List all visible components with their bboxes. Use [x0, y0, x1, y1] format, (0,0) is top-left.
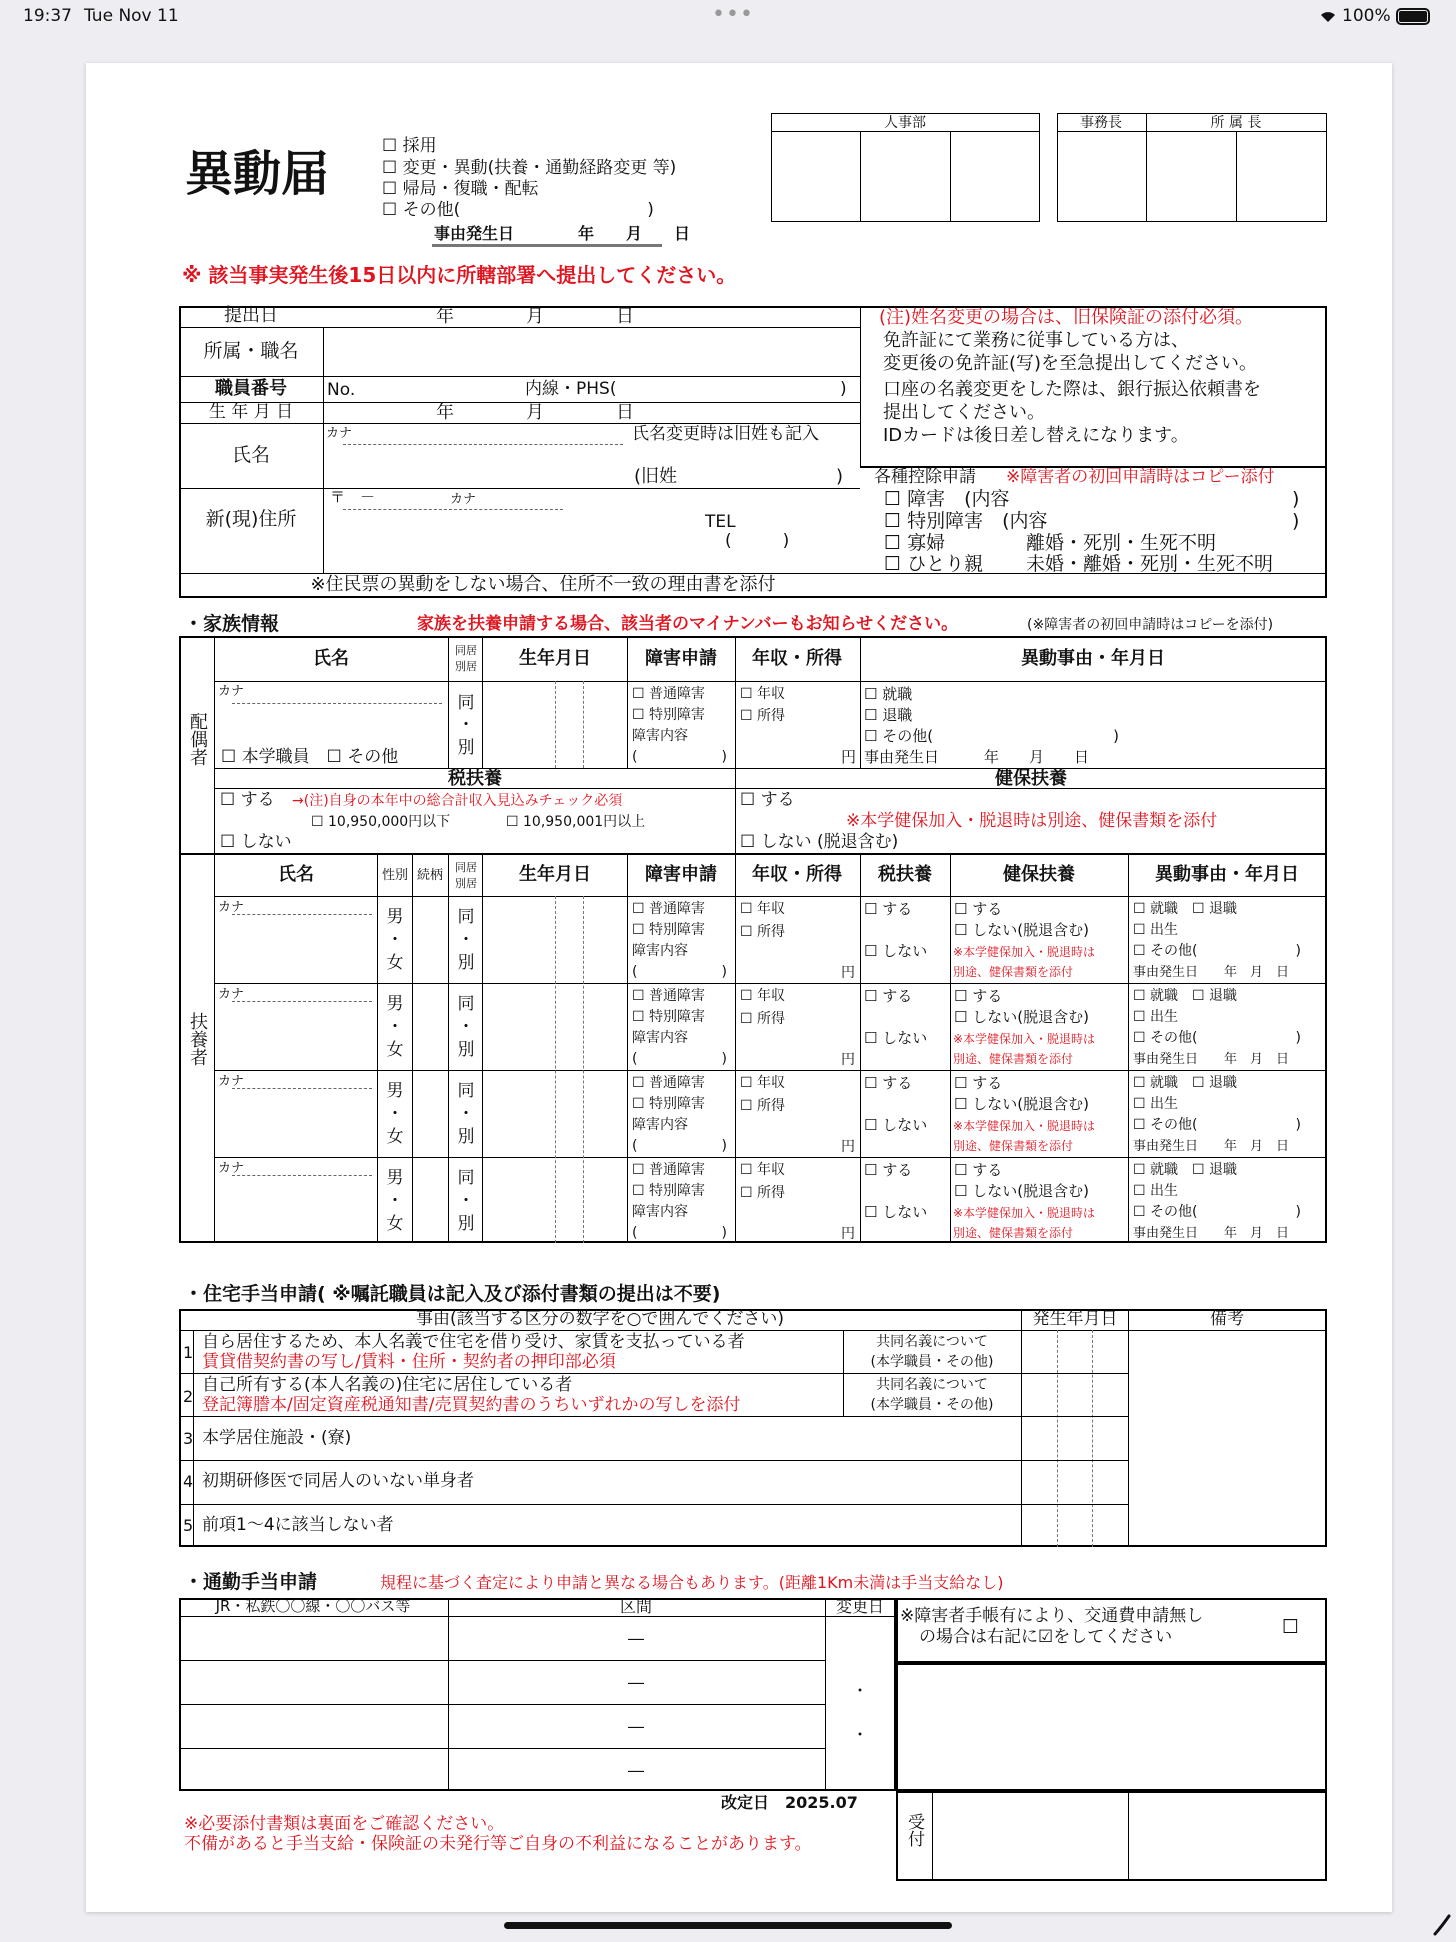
deadline-notice: ※ 該当事実発生後15日以内に所轄部署へ提出してください。: [182, 263, 737, 287]
submit-date-label: 提出日: [224, 305, 278, 326]
dependent-3-health-no[interactable]: ☐ しない(脱退含む): [954, 1095, 1089, 1113]
dependent-4-health-yes[interactable]: ☐ する: [954, 1161, 1003, 1179]
dependent-2-kana: カナ: [218, 987, 245, 1002]
dependent-3-tax-no[interactable]: ☐ しない: [864, 1116, 928, 1134]
dependent-3-kana: カナ: [218, 1074, 245, 1089]
dependent-3-tax-yes[interactable]: ☐ する: [864, 1074, 913, 1092]
name-label: 氏名: [231, 444, 271, 466]
battery-percent: 100%: [1342, 6, 1391, 26]
housing-title: ・住宅手当申請( ※嘱託職員は記入及び添付書類の提出は不要): [184, 1283, 721, 1305]
home-indicator[interactable]: [504, 1922, 952, 1929]
dependent-1-tax-yes[interactable]: ☐ する: [864, 900, 913, 918]
family-notice: 家族を扶養申請する場合、該当者のマイナンバーもお知らせください。: [417, 614, 959, 634]
old-name-label: (旧姓: [634, 466, 678, 487]
stamp-shozokucho: 所 属 長: [1210, 115, 1262, 131]
document-page: 異動届 ☐ 採用 ☐ 変更・異動(扶養・通勤経路変更 等) ☐ 帰局・復職・配転 ☐ その他( ) 事由発生日 年 月 日 人事部 事務長 所 属 長 ※ 該当事実発生後15日以内に所轄部署へ提出してください。 提出日 年 月 日 所属・職名 職員番号 No. 内線・PHS( ) 生 年 月 日 年 月 日 氏名 カナ 氏名変更時は旧姓も記入 (旧姓 ) 新(現)住所 〒 － カナ TEL ( ) ※住民票の異動をしない場合、住所不一致の理由書を添付 (注)姓名変更の場合は、旧保険証の添付必須。 免許証にて業務に従事している方は、 変更後の免許証(写)を至急提出してください。 口座の名義変更をした際は、銀行振込依頼書を 提出してください。 IDカードは後日差し替えになります。 各種控除申請 ※障害者の初回申請時はコピー添付 ☐ 障害 (内容 ) ☐ 特別障害 (内容 ) ☐ 寡婦 離婚・死別・生死不明 ☐ ひとり親 未婚・離婚・死別・生死不明 ・家族情報 家族を扶養申請する場合、該当者のマイナンバーもお知らせください。 (※障害者の初回申請時はコピーを添付) 配偶者 氏名 同居別居 生年月日 障害申請 年収・所得 異動事由・年月日 カナ ☐ 本学職員 ☐ その他 同 ・ 別 ☐ 普通障害 ☐ 特別障害 障害内容 ( ) ☐ 年収 ☐ 所得 円 ☐ 就職 ☐ 退職 ☐ その他( ) 事由発生日 年 月 日 税扶養 健保扶養 ☐ する →(注)自身の本年中の総合計収入見込みチェック必須 ☐ 10,950,000円以下 ☐ 10,950,001円以上 ☐ しない ☐ する ※本学健保加入・脱退時は別途、健保書類を添付 ☐ しない (脱退含む) 扶養者 氏名 性別 続柄 同居別居 生年月日 障害申請 年収・所得 税扶養 健保扶養 異動事由・年月日 カナ 男 ・ 女 同 ・ 別 ☐ 普通障害 ☐ 特別障害 障害内容 ( ) ☐ 年収 ☐ 所得 円 ☐ する ☐ しない ☐ する ☐ しない(脱退含む) ※本学健保加入・脱退時は 別途、健保書類を添付 ☐ 就職 ☐ 退職 ☐ 出生 ☐ その他( ) 事由発生日 年 月 日 カナ 男 ・ 女 同 ・ 別 ☐ 普通障害 ☐ 特別障害 障害内容 ( ) ☐ 年収 ☐ 所得 円 ☐ する ☐ しない ☐ する ☐ しない(脱退含む) ※本学健保加入・脱退時は 別途、健保書類を添付 ☐ 就職 ☐ 退職 ☐ 出生 ☐ その他( ) 事由発生日 年 月 日 カナ 男 ・ 女 同 ・ 別 ☐ 普通障害 ☐ 特別障害 障害内容 ( ) ☐ 年収 ☐ 所得 円 ☐ する ☐ しない ☐ する ☐ しない(脱退含む) ※本学健保加入・脱退時は 別途、健保書類を添付 ☐ 就職 ☐ 退職 ☐ 出生 ☐ その他( ) 事由発生日 年 月 日 カナ 男 ・ 女 同 ・ 別 ☐ 普通障害 ☐ 特別障害 障害内容 ( ) ☐ 年収 ☐ 所得 円 ☐ する ☐ しない ☐ する ☐ しない(脱退含む) ※本学健保加入・脱退時は 別途、健保書類を添付 ☐ 就職 ☐ 退職 ☐ 出生 ☐ その他( ) 事由発生日 年 月 日 ・住宅手当申請( ※嘱託職員は記入及び添付書類の提出は不要) 事由(該当する区分の数字を○で囲んでください) 発生年月日 備考 1 自ら居住するため、本人名義で住宅を借り受け、家賃を支払っている者 賃貸借契約書の写し/賃料・住所・契約者の押印部必須 共同名義について (本学職員・その他) 2 自己所有する(本人名義の)住宅に居住している者 登記簿謄本/固定資産税通知書/売買契約書のうちいずれかの写しを添付 共同名義について (本学職員・その他) 3 本学居住施設・(寮) 4 初期研修医で同居人のいない単身者 5 前項1～4に該当しない者 ・通勤手当申請 規程に基づく査定により申請と異なる場合もあります。(距離1Km未満は手当支給なし) JR・私鉄〇〇線・〇〇バス等 区間 変更日 ― ― ― ― ・ ・ ※障害者手帳有により、交通費申請無し の場合は右記に☑をしてください ☐ 改定日 2025.07 ※必要添付書類は裏面をご確認ください。 不備があると手当支給・保険証の未発行等ご自身の不利益になることがあります。 受付: [86, 63, 1392, 1912]
spouse-tax-yes[interactable]: ☐ する: [220, 790, 275, 810]
spouse-tax-no[interactable]: ☐ しない: [220, 832, 292, 852]
dependent-4-kana: カナ: [218, 1161, 245, 1176]
form-title: 異動届: [185, 146, 330, 202]
status-time: 19:37: [23, 6, 72, 26]
name-change-note: 氏名変更時は旧姓も記入: [632, 424, 819, 444]
dependent-3-health-yes[interactable]: ☐ する: [954, 1074, 1003, 1092]
scribble-icon[interactable]: [1432, 1912, 1452, 1936]
commute-memo-box: [896, 1663, 1327, 1791]
revised-date: 改定日 2025.07: [721, 1793, 858, 1812]
spouse-staff-options[interactable]: ☐ 本学職員 ☐ その他: [221, 747, 399, 767]
received-label: 受付: [904, 1813, 924, 1847]
address-note: ※住民票の異動をしない場合、住所不一致の理由書を添付: [310, 574, 776, 595]
dependent-2-health-no[interactable]: ☐ しない(脱退含む): [954, 1008, 1089, 1026]
extension-label: 内線・PHS(: [525, 379, 617, 399]
stamp-jimucho: 事務長: [1080, 115, 1122, 131]
affiliation-label: 所属・職名: [203, 340, 299, 362]
deductions-note: ※障害者の初回申請時はコピー添付: [1006, 467, 1275, 487]
spouse-health-no[interactable]: ☐ しない (脱退含む): [740, 832, 899, 852]
staff-no-label: 職員番号: [215, 378, 287, 399]
deductions-title: 各種控除申請: [874, 467, 976, 487]
dependent-2-tax-yes[interactable]: ☐ する: [864, 987, 913, 1005]
note-name-change: (注)姓名変更の場合は、旧保険証の添付必須。: [879, 307, 1254, 328]
commute-title: ・通勤手当申請: [184, 1571, 318, 1593]
deduction-special-disability[interactable]: ☐ 特別障害 (内容: [884, 510, 1048, 532]
birth-label: 生 年 月 日: [208, 402, 294, 422]
deduction-disability[interactable]: ☐ 障害 (内容: [884, 488, 1010, 510]
commute-table: [179, 1598, 896, 1791]
event-date: 事由発生日 年 月 日: [434, 224, 691, 243]
dependent-1-health-no[interactable]: ☐ しない(脱退含む): [954, 921, 1089, 939]
dependent-2-tax-no[interactable]: ☐ しない: [864, 1029, 928, 1047]
dependent-2-health-yes[interactable]: ☐ する: [954, 987, 1003, 1005]
dependent-4-tax-yes[interactable]: ☐ する: [864, 1161, 913, 1179]
deduction-single-parent[interactable]: ☐ ひとり親: [884, 553, 984, 575]
status-date: Tue Nov 11: [84, 6, 179, 26]
type-hire[interactable]: ☐ 採用: [382, 136, 437, 156]
type-change[interactable]: ☐ 変更・異動(扶養・通勤経路変更 等): [382, 158, 677, 178]
received-box: [896, 1791, 1327, 1881]
dependent-4-tax-no[interactable]: ☐ しない: [864, 1203, 928, 1221]
type-other[interactable]: ☐ その他( ): [382, 200, 654, 220]
spouse-label: 配偶者: [187, 712, 208, 766]
deduction-widow[interactable]: ☐ 寡婦: [884, 532, 946, 554]
family-title: ・家族情報: [184, 613, 280, 635]
dependent-4-health-no[interactable]: ☐ しない(脱退含む): [954, 1182, 1089, 1200]
address-label: 新(現)住所: [205, 508, 297, 530]
handicap-checkbox[interactable]: ☐: [1282, 1616, 1300, 1638]
spouse-health-yes[interactable]: ☐ する: [740, 790, 795, 810]
dependent-1-tax-no[interactable]: ☐ しない: [864, 942, 928, 960]
stamp-jinji: 人事部: [884, 115, 926, 131]
dependent-1-health-yes[interactable]: ☐ する: [954, 900, 1003, 918]
type-return[interactable]: ☐ 帰局・復職・配転: [382, 179, 539, 199]
dependents-label: 扶養者: [187, 1012, 208, 1066]
dependent-1-kana: カナ: [218, 900, 245, 915]
commute-notice: 規程に基づく査定により申請と異なる場合もあります。(距離1Km未満は手当支給なし): [380, 1573, 1004, 1592]
multitask-dots[interactable]: •••: [712, 2, 754, 27]
